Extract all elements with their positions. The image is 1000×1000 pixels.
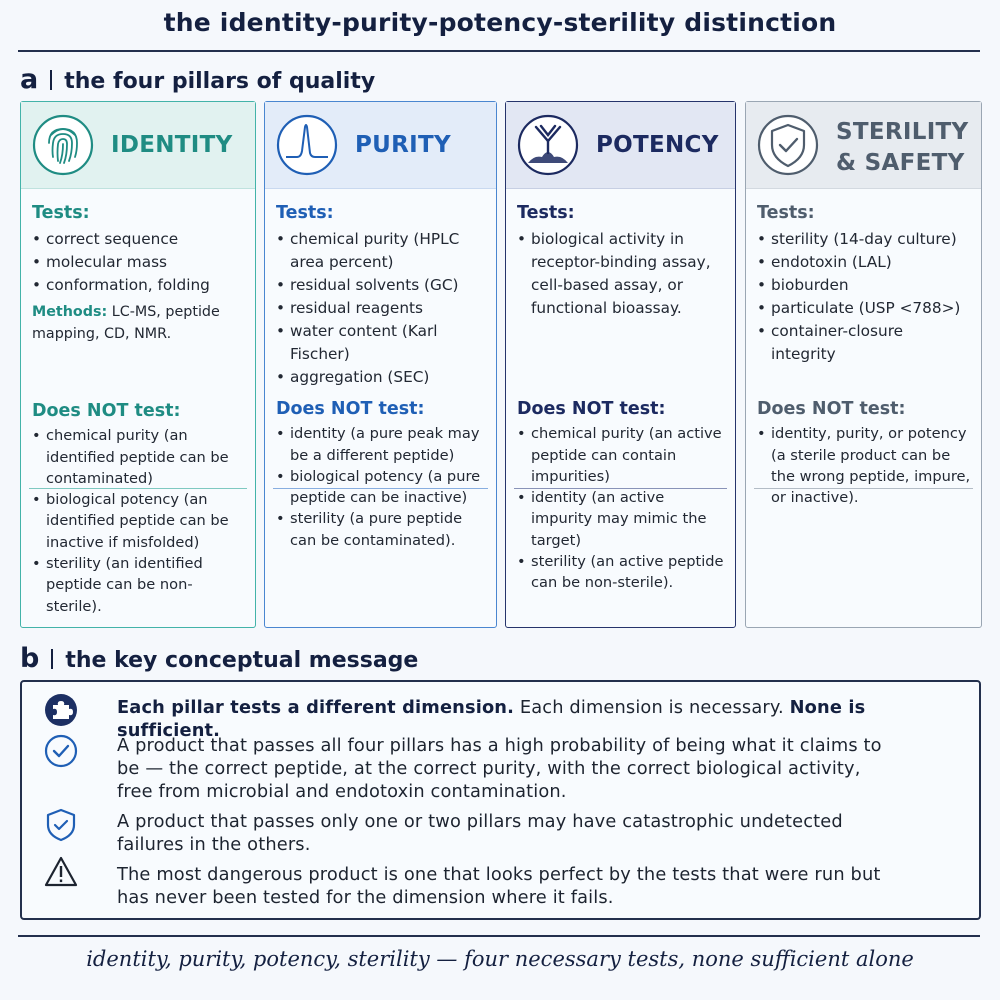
message-middle: Each dimension is necessary. (519, 697, 784, 718)
test-item: • conformation, folding (32, 274, 245, 297)
test-item: • water content (Karl Fischer) (276, 320, 486, 366)
pillar-name-line2: & SAFETY (836, 150, 965, 176)
methods-text: LC-MS, peptide mapping, CD, NMR. (32, 304, 220, 342)
not-test-item: • biological potency (a pure peptide can be inactive) (276, 466, 488, 509)
pillar-not-tests-identity (32, 401, 247, 617)
pillar-not-tests-potency (517, 399, 727, 594)
message-bold-end: None is sufficient. (117, 697, 866, 741)
test-item: • sterility (14-day culture) (757, 228, 971, 251)
pillar-name-identity: IDENTITY (111, 132, 233, 158)
message-text: A product that passes only one or two pillars may have catastrophic undetected failures in the others. (117, 811, 843, 855)
pillar-tests-potency (517, 202, 725, 320)
not-test-item: • sterility (a pure peptide can be contaminated). (276, 508, 488, 551)
test-item: • chemical purity (HPLC area percent) (276, 228, 486, 274)
fingerprint-icon (31, 113, 95, 177)
message-text: A product that passes all four pillars has a high probability of being what it claims to be — the correct peptide, at the correct purity, with the correct biological activity, free from microbial and endotoxin contamination. (117, 735, 882, 802)
pillar-not-tests-purity (276, 399, 488, 551)
methods-line (32, 301, 245, 345)
not-tests-label: Does NOT test: (276, 399, 425, 419)
pillar-header-purity (265, 102, 496, 189)
section-b-bar (51, 649, 53, 669)
tests-label: Tests: (32, 203, 90, 223)
pillar-not-tests-sterility (757, 399, 973, 508)
test-item: • particulate (USP <788>) (757, 297, 971, 320)
not-tests-label: Does NOT test: (757, 399, 906, 419)
section-a-title: the four pillars of quality (64, 69, 376, 94)
section-b-letter: b (20, 643, 40, 674)
methods-label: Methods: (32, 304, 108, 320)
page-title: the identity-purity-potency-sterility distinction (163, 8, 837, 37)
pillar-card-identity (20, 101, 256, 628)
section-a-heading (20, 64, 375, 95)
not-test-item: • identity, purity, or potency (a sterile product can be the wrong peptide, impure, or inactive). (757, 423, 973, 508)
test-item: • aggregation (SEC) (276, 366, 486, 389)
test-item: • container-closure integrity (757, 320, 971, 366)
not-test-item: • identity (a pure peak may be a different peptide) (276, 423, 488, 466)
section-b-title: the key conceptual message (65, 648, 419, 673)
test-item: • bioburden (757, 274, 971, 297)
section-a-letter: a (20, 64, 39, 95)
check-circle-icon (44, 734, 78, 768)
tagline: identity, purity, potency, sterility — four necessary tests, none sufficient alone (86, 947, 914, 971)
pillar-header-potency (506, 102, 735, 189)
warning-icon (44, 855, 78, 889)
pillar-tests-purity (276, 202, 486, 389)
not-test-item: • chemical purity (an active peptide can contain impurities) (517, 423, 727, 487)
not-tests-label: Does NOT test: (517, 399, 666, 419)
not-test-item: • chemical purity (an identified peptide can be contaminated) (32, 425, 247, 489)
pillar-name-potency: POTENCY (596, 132, 719, 158)
section-b-heading (20, 643, 418, 674)
bottom-divider (18, 935, 980, 937)
section-a-bar (50, 70, 52, 90)
pillar-card-sterility (745, 101, 982, 628)
test-item: • correct sequence (32, 228, 245, 251)
pillar-name-purity: PURITY (355, 132, 451, 158)
not-tests-label: Does NOT test: (32, 401, 181, 421)
chromatogram-peak-icon (275, 113, 339, 177)
tests-label: Tests: (276, 203, 334, 223)
pillar-tests-sterility (757, 202, 971, 366)
not-test-item: • sterility (an identified peptide can be non-sterile). (32, 553, 247, 617)
not-test-item: • sterility (an active peptide can be non-sterile). (517, 551, 727, 594)
pillar-card-purity (264, 101, 497, 628)
test-item: • molecular mass (32, 251, 245, 274)
puzzle-icon (44, 693, 78, 727)
pillar-card-potency (505, 101, 736, 628)
not-test-item: • biological potency (an identified peptide can be inactive if misfolded) (32, 489, 247, 553)
pillar-tests-identity (32, 202, 245, 345)
tests-label: Tests: (517, 203, 575, 223)
test-item: • residual reagents (276, 297, 486, 320)
pillar-header-identity (21, 102, 255, 189)
message-text: The most dangerous product is one that looks perfect by the tests that were run but has never been tested for the dimension where it fails. (117, 864, 881, 908)
test-item: • biological activity in receptor-binding assay, cell-based assay, or functional bioassay. (517, 228, 725, 320)
receptor-binding-icon (516, 113, 580, 177)
shield-check-icon (756, 113, 820, 177)
tests-label: Tests: (757, 203, 815, 223)
key-message-box (20, 680, 981, 920)
title-divider (18, 50, 980, 52)
pillar-name-line1: STERILITY (836, 119, 969, 145)
pillar-name-sterility (836, 117, 969, 179)
pillar-header-sterility (746, 102, 981, 189)
shield-check-icon (44, 808, 78, 842)
not-test-item: • identity (an active impurity may mimic the target) (517, 487, 727, 551)
test-item: • endotoxin (LAL) (757, 251, 971, 274)
message-bold-lead: Each pillar tests a different dimension. (117, 697, 515, 718)
test-item: • residual solvents (GC) (276, 274, 486, 297)
